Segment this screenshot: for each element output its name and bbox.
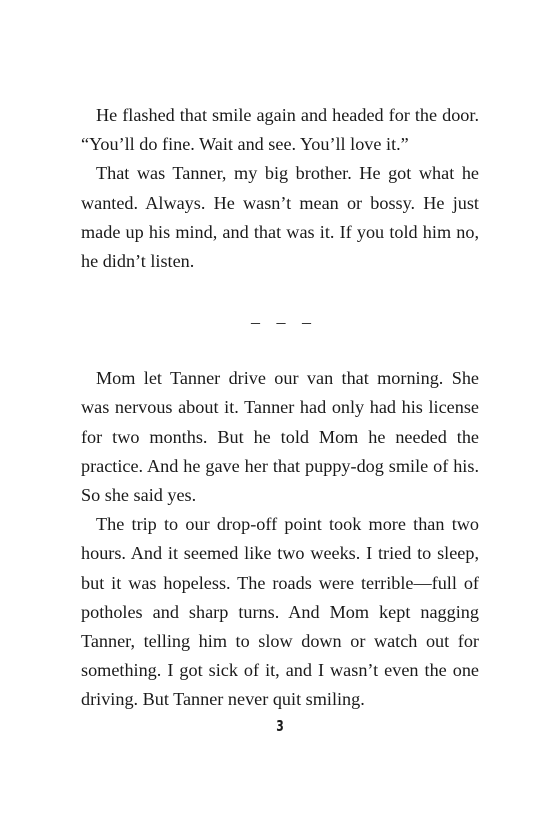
- paragraph: He flashed that smile again and headed for the door. “You’ll do fine. Wait and see. You’ll love it.”: [81, 105, 479, 155]
- paragraph: Mom let Tanner drive our van that morning. She was nervous about it. Tanner had only had his license for two months. But he told Mom he needed the practice. And he gave her that puppy-dog smile of his. So she said yes.: [81, 368, 479, 506]
- page-body: [81, 101, 479, 715]
- section-break: – – –: [251, 312, 317, 333]
- paragraph: The trip to our drop-off point took more than two hours. And it seemed like two weeks. I tried to sleep, but it was hopeless. The roads were terrible—full of potholes and sharp turns. And Mom kept nagging Tanner, telling him to slow down or watch out for something. I got sick of it, and I wasn’t even the one driving. But Tanner never quit smiling.: [81, 514, 479, 710]
- paragraph: That was Tanner, my big brother. He got what he wanted. Always. He wasn’t mean or bossy. He just made up his mind, and that was it. If you told him no, he didn’t listen.: [81, 163, 479, 272]
- section-two: [81, 364, 479, 714]
- page-number: 3: [276, 717, 284, 735]
- section-one: [81, 101, 479, 276]
